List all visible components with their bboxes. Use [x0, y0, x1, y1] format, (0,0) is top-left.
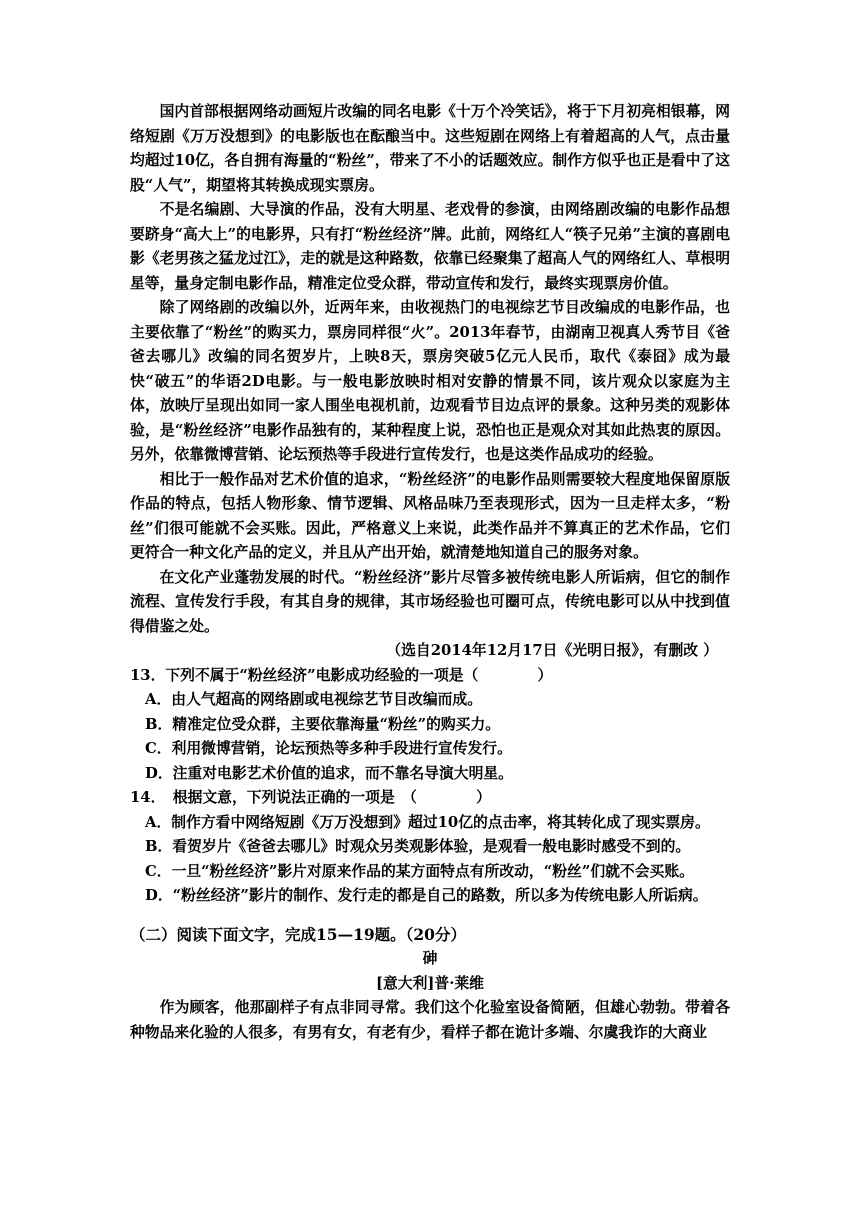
section-heading: （二）阅读下面文字，完成15—19题。（20分） — [130, 924, 466, 944]
paragraph-4: 相比于一般作品对艺术价值的追求，“粉丝经济”的电影作品则需要较大程度地保留原版作品的特点，包括人物形象、情节逻辑、风格品味乃至表现形式，因为一旦走样太多，“粉丝”们很可能就不会买账。因此，严格意义上来说，此类作品并不算真正的艺术作品，它们更符合一种文化产品的定义，并且从产出开始，就清楚地知道自己的服务对象。 — [130, 470, 730, 561]
question-13-option-d: D．注重对电影艺术价值的追求，而不靠名导演大明星。 — [145, 764, 513, 782]
question-14-option-a: A．制作方看中网络短剧《万万没想到》超过10亿的点击率，将其转化成了现实票房。 — [145, 813, 710, 831]
paragraph-2: 不是名编剧、大导演的作品，没有大明星、老戏骨的参演，由网络剧改编的电影作品想要跻身“高大上”的电影界，只有打“粉丝经济”牌。此前，网络红人“筷子兄弟”主演的喜剧电影《老男孩之猛龙过江》，走的就是这种路数，依靠已经聚集了超高人气的网络红人、草根明星等，量身定制电影作品，精准定位受众群，带动宣传和发行，最终实现票房价值。 — [130, 201, 730, 292]
source-note: （选自2014年12月17日《光明日报》，有删改 ） — [386, 642, 718, 659]
question-14-option-c: C．一旦“粉丝经济”影片对原来作品的某方面特点有所改动，“粉丝”们就不会买账。 — [145, 862, 694, 880]
question-13 — [130, 664, 730, 787]
question-13-option-a: A．由人气超高的网络剧或电视综艺节目改编而成。 — [145, 691, 483, 708]
article-title: 砷 — [422, 950, 438, 967]
question-14-option-b: B．看贺岁片《爸爸去哪儿》时观众另类观影体验，是观看一般电影时感受不到的。 — [145, 838, 691, 855]
article-author: [意大利]普·莱维 — [376, 974, 484, 992]
question-13-option-c: C．利用微博营销，论坛预热等多种手段进行宣传发行。 — [145, 740, 512, 757]
question-14-stem: 14． 根据文意，下列说法正确的一项是 （ ） — [130, 789, 491, 806]
document-page — [130, 100, 730, 1045]
question-14-option-d: D．“粉丝经济”影片的制作、发行走的都是自己的路数，所以多为传统电影人所诟病。 — [145, 887, 708, 904]
article-text: 作为顾客，他那副样子有点非同寻常。我们这个化验室设备简陋，但雄心勃勃。带着各种物品来化验的人很多，有男有女，有老有少，看样子都在诡计多端、尔虞我诈的大商业 — [130, 999, 730, 1041]
paragraph-5: 在文化产业蓬勃发展的时代。“粉丝经济”影片尽管多被传统电影人所诟病，但它的制作流程、宣传发行手段，有其自身的规律，其市场经验也可圈可点，传统电影可以从中找到值得借鉴之处。 — [130, 568, 730, 635]
paragraph-3: 除了网络剧的改编以外，近两年来，由收视热门的电视综艺节目改编成的电影作品，也主要依靠了“粉丝”的购买力，票房同样很“火”。2013年春节，由湖南卫视真人秀节目《爸爸去哪儿》改编的同名贺岁片，上映8天，票房突破5亿元人民币，取代《泰囧》成为最快“破五”的华语2D电影。与一般电影放映时相对安静的情景不同，该片观众以家庭为主体，放映厅呈现出如同一家人围坐电视机前，边观看节目边点评的景象。这种另类的观影体验，是“粉丝经济”电影作品独有的，某种程度上说，恐怕也正是观众对其如此热衷的原因。另外，依靠微博营销、论坛预热等手段进行宣传发行，也是这类作品成功的经验。 — [130, 299, 730, 463]
question-14 — [130, 786, 730, 909]
question-13-option-b: B．精准定位受众群，主要依靠海量“粉丝”的购买力。 — [145, 715, 501, 733]
paragraph-1: 国内首部根据网络动画短片改编的同名电影《十万个冷笑话》，将于下月初亮相银幕，网络短剧《万万没想到》的电影版也在酝酿当中。这些短剧在网络上有着超高的人气，点击量均超过10亿，各自拥有海量的“粉丝”，带来了不小的话题效应。制作方似乎也正是看中了这股“人气”，期望将其转换成现实票房。 — [130, 103, 730, 194]
question-13-stem: 13．下列不属于“粉丝经济”电影成功经验的一项是（ ） — [130, 666, 553, 684]
